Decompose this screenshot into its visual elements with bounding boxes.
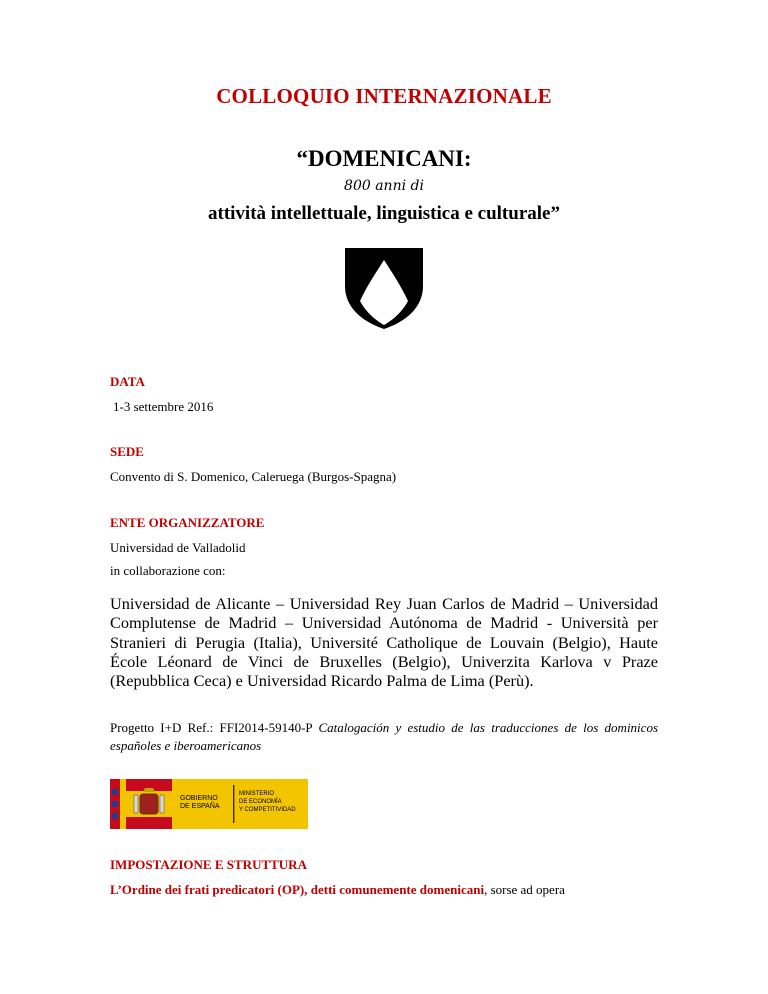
conference-years: 800 anni di	[344, 178, 424, 194]
section-heading-data: DATA	[110, 374, 145, 389]
collaboration-text: in collaborazione con:	[110, 563, 226, 578]
logo-text-economia: DE ECONOMÍA	[239, 799, 282, 805]
section-heading-sede: SEDE	[110, 444, 144, 459]
project-ref: Progetto I+D Ref.: FFI2014-59140-P	[110, 720, 319, 735]
dominican-shield-icon	[343, 246, 425, 330]
logo-text-competitividad: Y COMPETITIVIDAD	[239, 807, 296, 813]
venue-text: Convento di S. Domenico, Caleruega (Burgos-Spagna)	[110, 469, 397, 484]
project-title: Catalogación y estudio de las traducciones de los dominicos españoles e iberoamericanos	[110, 720, 659, 753]
intro-bold: L’Ordine dei frati predicatori (OP), detti comunemente domenicani	[110, 882, 485, 897]
intro-line	[110, 882, 565, 898]
conference-name: “DOMENICANI:	[296, 146, 472, 171]
intro-rest: , sorse ad opera	[484, 882, 565, 897]
conference-subtitle: attività intellettuale, linguistica e culturale”	[208, 203, 560, 224]
date-text: 1-3 settembre 2016	[113, 399, 214, 414]
organizer-text: Universidad de Valladolid	[110, 540, 246, 555]
logo-text-espana: DE ESPAÑA	[180, 803, 220, 810]
logo-text-gobierno: GOBIERNO	[180, 795, 218, 802]
collaborators-paragraph: Universidad de Alicante – Universidad Rey Juan Carlos de Madrid – Universidad Complutense de Madrid – Universidad Autónoma de Madrid - Università per Stranieri di Perugia (Italia), Université Catholique de Louvain (Belgio), Haute École Léonard de Vinci de Bruxelles (Belgio), Univerzita Karlova v Praze (Repubblica Ceca) e Universidad Ricardo Palma de Lima (Perù).	[110, 594, 658, 691]
government-logo	[110, 779, 308, 829]
project-paragraph	[110, 719, 658, 755]
logo-text-ministerio: MINISTERIO	[239, 791, 275, 797]
section-heading-impostazione: IMPOSTAZIONE E STRUTTURA	[110, 857, 307, 872]
page-title: COLLOQUIO INTERNAZIONALE	[216, 84, 552, 108]
section-heading-ente: ENTE ORGANIZZATORE	[110, 515, 265, 530]
